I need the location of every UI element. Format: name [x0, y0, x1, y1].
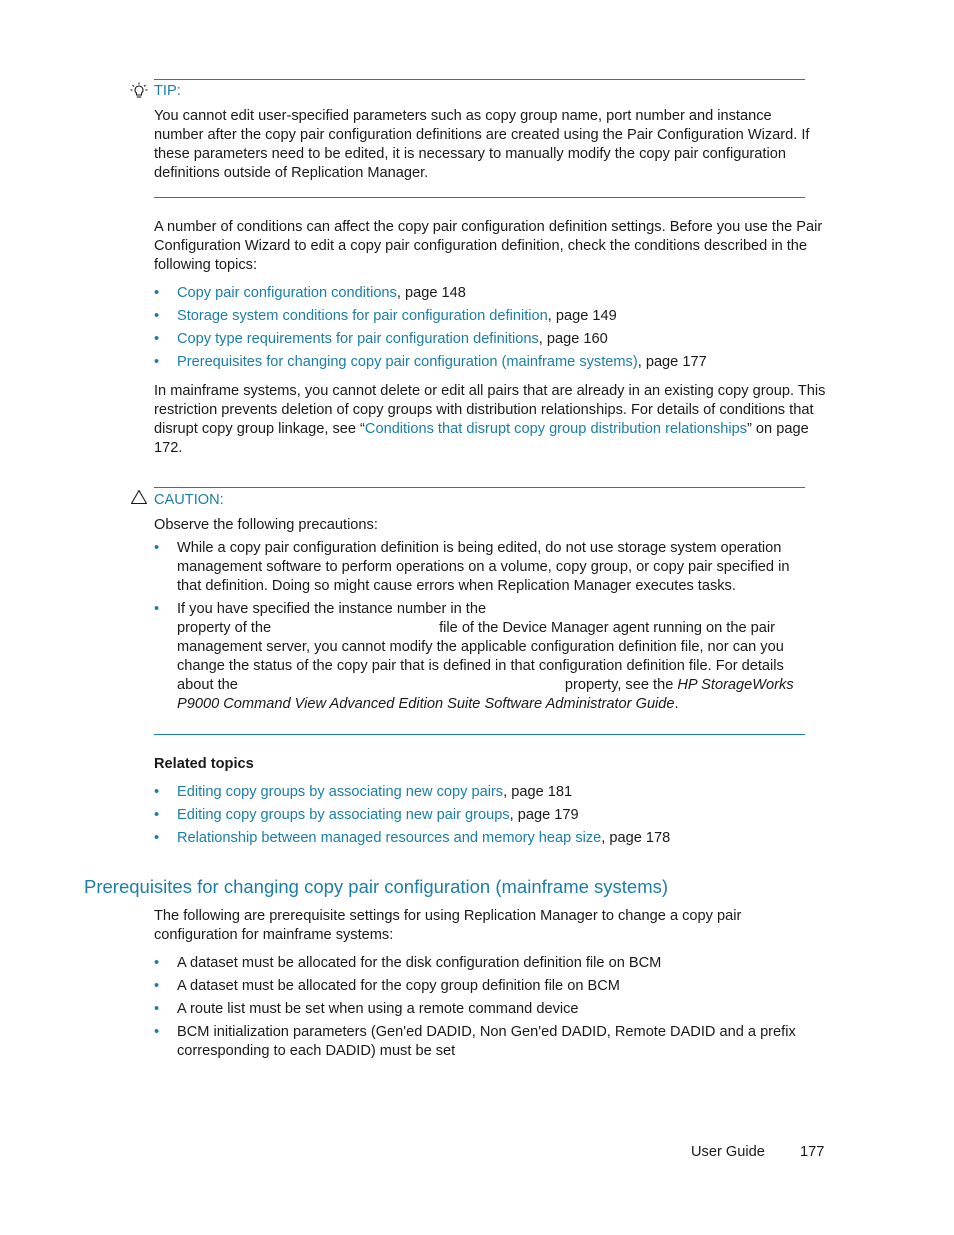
related-link[interactable]: Relationship between managed resources and memory heap size: [177, 830, 602, 846]
caution-intro: Observe the following precautions:: [154, 517, 378, 533]
topic-link[interactable]: Copy pair configuration conditions: [177, 285, 397, 301]
admin-guide-title: HP StorageWorks P9000 Command View Advanced Edition Suite Software Administrator Guide: [177, 677, 794, 712]
related-topics-list: [154, 783, 830, 848]
bullet-icon: •: [154, 285, 160, 301]
list-item: [154, 954, 830, 973]
related-page: , page 178: [601, 830, 671, 846]
distribution-conditions-link[interactable]: Conditions that disrupt copy group distribution relationships: [364, 421, 748, 437]
tip-bottom-rule: [154, 197, 805, 198]
topic-page: , page 160: [538, 331, 608, 347]
prerequisite-text: A dataset must be allocated for the copy group definition file on BCM: [177, 978, 620, 994]
caution-top-rule: [154, 487, 805, 488]
topic-link[interactable]: Copy type requirements for pair configuration definitions: [177, 331, 539, 347]
bullet-icon: •: [154, 955, 160, 971]
bullet-icon: •: [154, 830, 160, 846]
caution-label: CAUTION:: [154, 492, 224, 508]
related-page: , page 181: [503, 784, 573, 800]
caution-list: [154, 539, 804, 714]
bullet-icon: •: [154, 807, 160, 823]
list-item: [154, 1023, 830, 1061]
list-item: [154, 1000, 830, 1019]
caution-item-text: While a copy pair configuration definition is being edited, do not use storage system operation management software to perform operations on a volume, copy group, or copy pair specified in that definition. Doing so might cause errors when Replication Manager executes tasks.: [177, 540, 790, 594]
topics-list: [154, 284, 830, 372]
tip-label: TIP:: [154, 83, 181, 99]
related-link[interactable]: Editing copy groups by associating new pair groups: [177, 807, 510, 823]
list-item: [154, 977, 830, 996]
tip-text: You cannot edit user-specified parameters such as copy group name, port number and instance number after the copy pair configuration definitions are created using the Pair Configuration Wizard. If these parameters need to be edited, it is necessary to manually modify the copy pair configuration definitions outside of Replication Manager.: [154, 108, 810, 181]
list-item: [154, 600, 804, 714]
list-item: [154, 353, 830, 372]
caution-item-end: .: [674, 696, 679, 712]
list-item: [154, 330, 830, 349]
caution-item-line1: If you have specified the instance number in the: [177, 601, 487, 617]
bullet-icon: •: [154, 540, 160, 556]
related-topics-title: Related topics: [154, 756, 254, 772]
topic-page: , page 177: [637, 354, 707, 370]
caution-item-detail: file of the Device Manager agent running on the pair management server, you cannot modify the applicable configuration definition file, nor can you change the status of the copy pair that is defined in that configuration definition file. For details about the: [177, 620, 784, 693]
list-item: [154, 783, 830, 802]
bullet-icon: •: [154, 784, 160, 800]
related-page: , page 179: [509, 807, 579, 823]
bullet-icon: •: [154, 1024, 160, 1040]
caution-item-property-of: property of the: [177, 620, 272, 636]
footer-label: User Guide: [691, 1144, 765, 1160]
list-item: [154, 307, 830, 326]
mainframe-note-page: ” on page 172.: [154, 421, 809, 456]
caution-bottom-rule: [154, 734, 805, 735]
topic-page: , page 148: [396, 285, 466, 301]
bullet-icon: •: [154, 601, 160, 617]
prerequisite-text: A route list must be set when using a remote command device: [177, 1001, 579, 1017]
topic-link[interactable]: Storage system conditions for pair configuration definition: [177, 308, 548, 324]
page-number: 177: [800, 1144, 825, 1160]
intro-paragraph: A number of conditions can affect the copy pair configuration definition settings. Before you use the Pair Configuration Wizard to edit a copy pair configuration definition, check the conditions described in the following topics:: [154, 219, 823, 273]
bullet-icon: •: [154, 978, 160, 994]
bullet-icon: •: [154, 331, 160, 347]
list-item: [154, 806, 830, 825]
mainframe-note-text: In mainframe systems, you cannot delete or edit all pairs that are already in an existing copy group. This restriction prevents deletion of copy groups with distribution relationships. For details of conditions that disrupt copy group linkage, see “: [154, 383, 826, 437]
prerequisites-list: [154, 954, 830, 1061]
list-item: [154, 829, 830, 848]
prerequisite-text: BCM initialization parameters (Gen'ed DADID, Non Gen'ed DADID, Remote DADID and a prefix corresponding to each DADID) must be set: [177, 1024, 796, 1059]
list-item: [154, 284, 830, 303]
bullet-icon: •: [154, 354, 160, 370]
tip-top-rule: [154, 79, 805, 80]
topic-link[interactable]: Prerequisites for changing copy pair configuration (mainframe systems): [177, 354, 638, 370]
section-intro: The following are prerequisite settings for using Replication Manager to change a copy pair configuration for mainframe systems:: [154, 908, 742, 943]
prerequisite-text: A dataset must be allocated for the disk configuration definition file on BCM: [177, 955, 662, 971]
related-link[interactable]: Editing copy groups by associating new copy pairs: [177, 784, 504, 800]
section-heading: Prerequisites for changing copy pair configuration (mainframe systems): [84, 876, 669, 897]
bullet-icon: •: [154, 308, 160, 324]
topic-page: , page 149: [547, 308, 617, 324]
bullet-icon: •: [154, 1001, 160, 1017]
caution-item-see-the: property, see the: [564, 677, 674, 693]
mainframe-note: [154, 382, 830, 458]
warning-triangle-icon: [130, 489, 148, 505]
list-item: [154, 539, 804, 596]
lightbulb-icon: [130, 82, 148, 100]
